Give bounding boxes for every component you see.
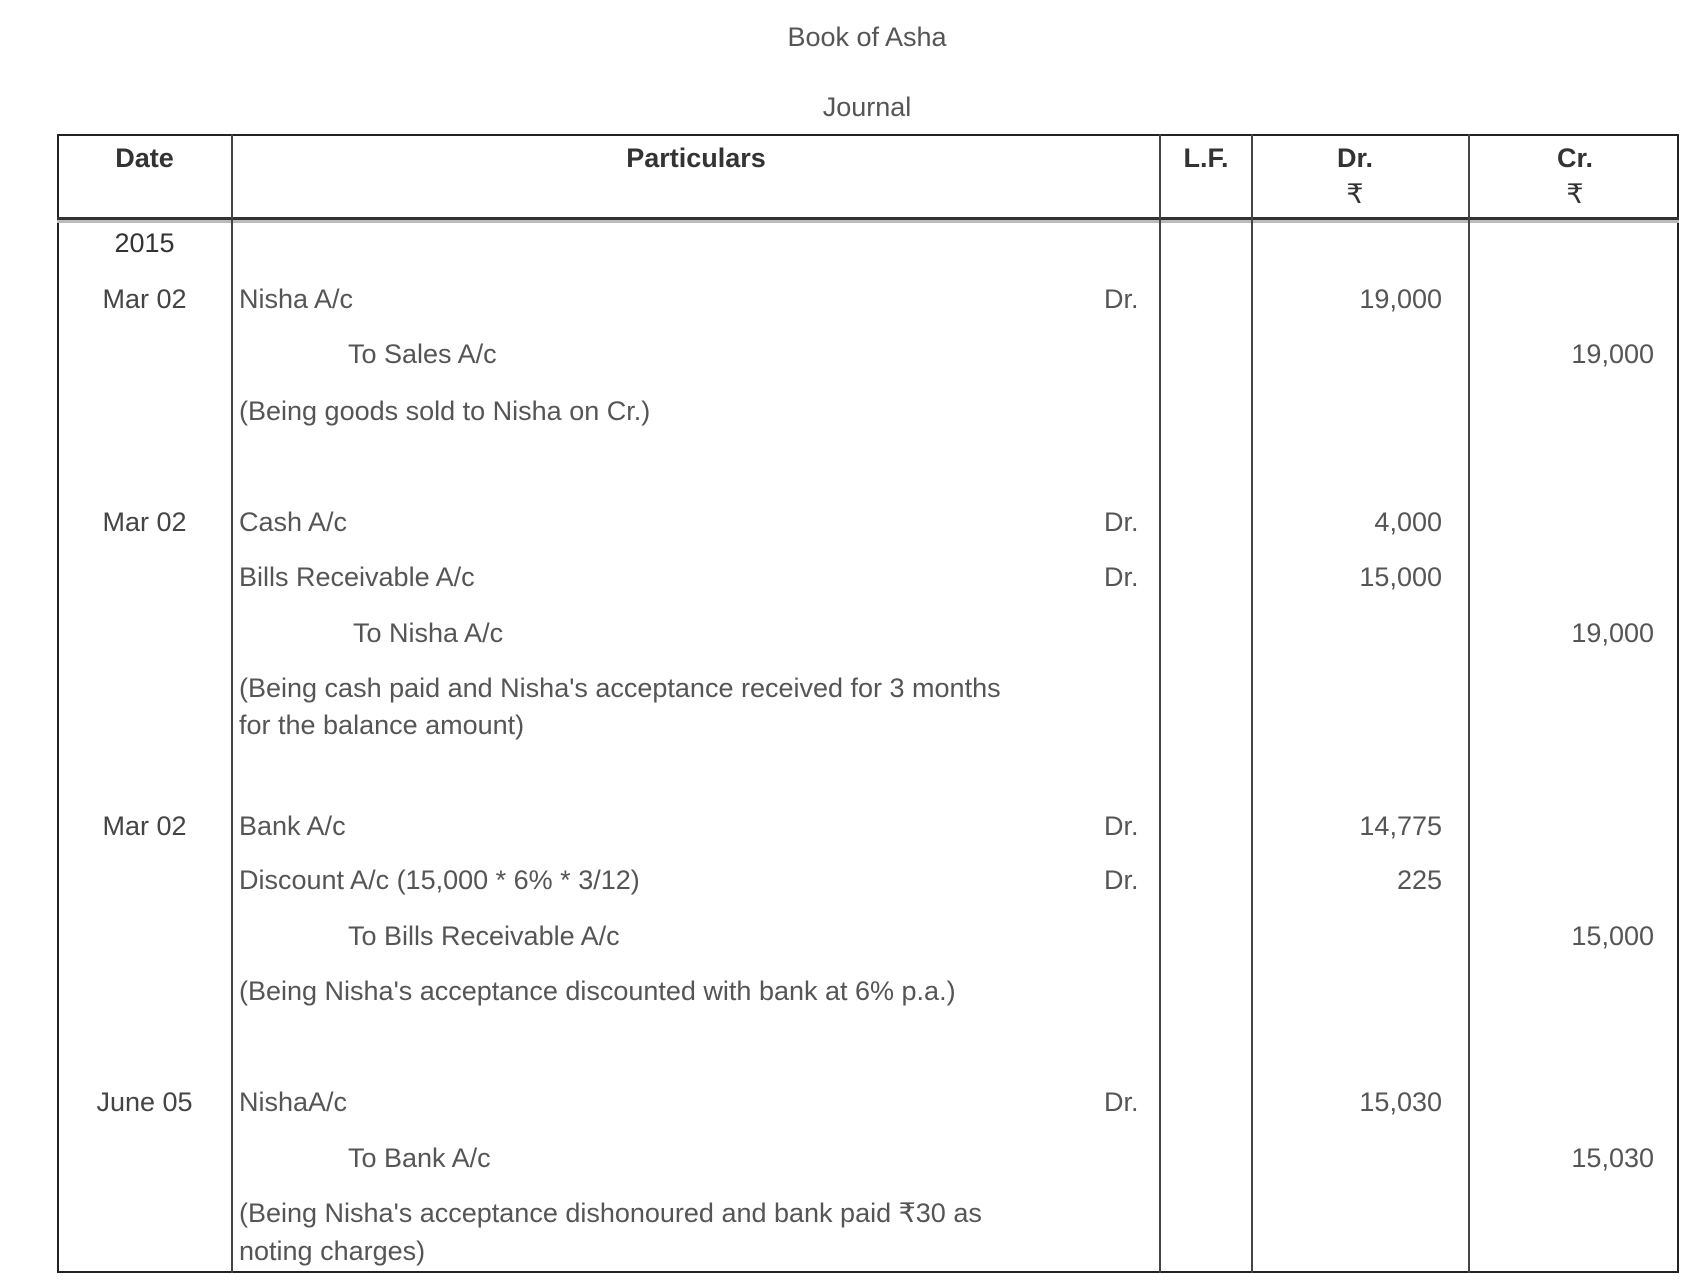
entry-date: Mar 02 bbox=[102, 811, 187, 841]
header-cr-label: Cr. bbox=[1556, 143, 1594, 173]
rupee-symbol: ₹ bbox=[1566, 179, 1584, 209]
credit-account: To Bank A/c bbox=[348, 1143, 491, 1173]
cr-amount: 15,000 bbox=[1571, 921, 1654, 951]
header-lf: L.F. bbox=[1183, 143, 1229, 173]
dr-amount: 225 bbox=[1396, 865, 1442, 895]
dr-marker: Dr. bbox=[1104, 811, 1139, 841]
journal-title: Journal bbox=[822, 92, 912, 122]
header-particulars: Particulars bbox=[626, 143, 766, 173]
col-divider bbox=[1159, 134, 1161, 1273]
dr-amount: 15,000 bbox=[1359, 562, 1442, 592]
narration: (Being Nisha's acceptance dishonoured and bank paid ₹30 as bbox=[239, 1198, 982, 1228]
cr-amount: 15,030 bbox=[1571, 1143, 1654, 1173]
col-divider bbox=[1468, 134, 1470, 1273]
header-dr-label: Dr. bbox=[1336, 143, 1374, 173]
debit-account: NishaA/c bbox=[239, 1087, 348, 1117]
narration: (Being cash paid and Nisha's acceptance received for 3 months bbox=[239, 673, 1001, 703]
entry-date: June 05 bbox=[96, 1087, 193, 1117]
dr-marker: Dr. bbox=[1104, 507, 1139, 537]
cr-amount: 19,000 bbox=[1571, 339, 1654, 369]
entry-date: Mar 02 bbox=[102, 284, 187, 314]
narration: (Being Nisha's acceptance discounted with bank at 6% p.a.) bbox=[239, 976, 956, 1006]
debit-account: Discount A/c (15,000 * 6% * 3/12) bbox=[239, 865, 640, 895]
dr-amount: 19,000 bbox=[1359, 284, 1442, 314]
narration: noting charges) bbox=[239, 1236, 426, 1266]
header-divider-shadow bbox=[57, 220, 1679, 223]
header-date: Date bbox=[115, 143, 174, 173]
col-divider bbox=[1251, 134, 1253, 1273]
narration: for the balance amount) bbox=[239, 710, 525, 740]
year: 2015 bbox=[114, 228, 175, 258]
cr-amount: 19,000 bbox=[1571, 618, 1654, 648]
credit-account: To Sales A/c bbox=[348, 339, 497, 369]
dr-marker: Dr. bbox=[1104, 865, 1139, 895]
entry-date: Mar 02 bbox=[102, 507, 187, 537]
debit-account: Nisha A/c bbox=[239, 284, 354, 314]
credit-account: To Bills Receivable A/c bbox=[348, 921, 620, 951]
header-cr bbox=[1475, 140, 1675, 212]
dr-amount: 15,030 bbox=[1359, 1087, 1442, 1117]
rupee-symbol: ₹ bbox=[1346, 179, 1364, 209]
debit-account: Bank A/c bbox=[239, 811, 346, 841]
debit-account: Cash A/c bbox=[239, 507, 348, 537]
dr-marker: Dr. bbox=[1104, 562, 1139, 592]
header-dr bbox=[1255, 140, 1455, 212]
dr-amount: 14,775 bbox=[1359, 811, 1442, 841]
narration: (Being goods sold to Nisha on Cr.) bbox=[239, 396, 651, 426]
dr-marker: Dr. bbox=[1104, 1087, 1139, 1117]
dr-marker: Dr. bbox=[1104, 284, 1139, 314]
book-title: Book of Asha bbox=[787, 22, 947, 52]
credit-account: To Nisha A/c bbox=[353, 618, 504, 648]
debit-account: Bills Receivable A/c bbox=[239, 562, 475, 592]
dr-amount: 4,000 bbox=[1374, 507, 1442, 537]
